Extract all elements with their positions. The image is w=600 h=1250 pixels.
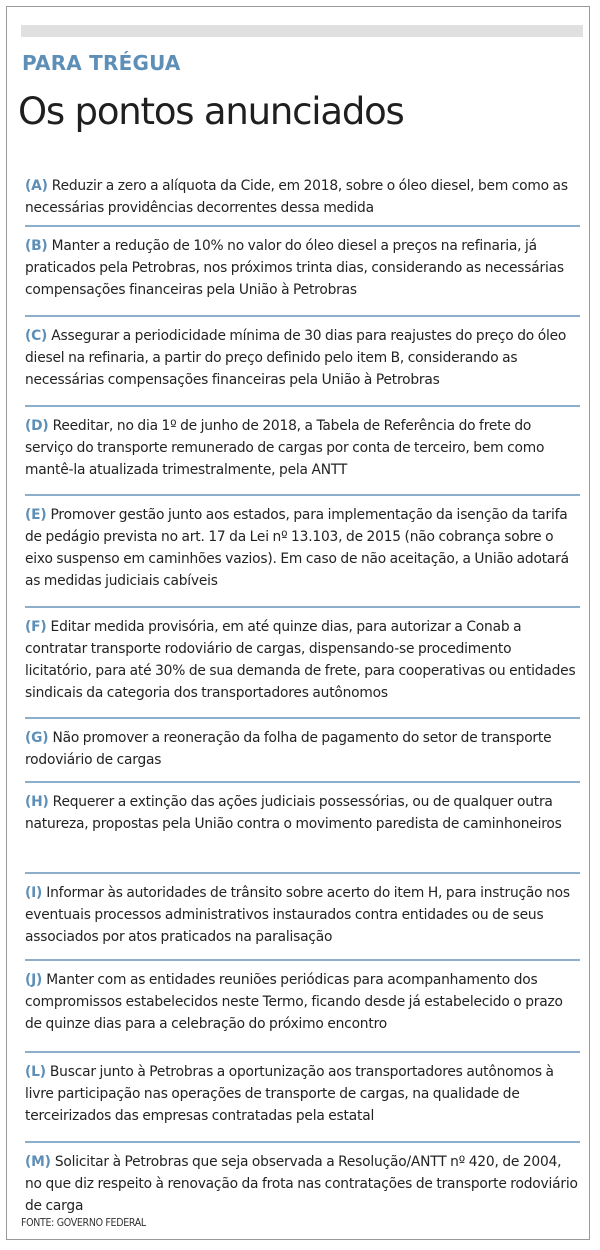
item-letter: (B) — [25, 238, 52, 254]
list-item — [25, 961, 580, 1053]
list-item — [25, 407, 580, 496]
list-item — [25, 719, 580, 783]
list-item — [25, 227, 580, 317]
top-bar — [21, 25, 583, 37]
kicker: PARA TRÉGUA — [22, 51, 181, 75]
points-list — [25, 167, 580, 1227]
item-text: Manter com as entidades reuniões periódicas para acompanhamento dos compromissos estabelecidos neste Termo, ficando desde já estabelecido o prazo de quinze dias para a celebração do próximo encontro — [25, 972, 563, 1032]
item-text: Assegurar a periodicidade mínima de 30 dias para reajustes do preço do óleo diesel na refinaria, a partir do preço definido pelo item B, considerando as necessárias compensações financeiras pela União à Petrobras — [25, 328, 567, 388]
item-letter: (M) — [25, 1154, 55, 1170]
item-text: Promover gestão junto aos estados, para implementação da isenção da tarifa de pedágio prevista no art. 17 da Lei nº 13.103, de 2015 (não cobrança sobre o eixo suspenso em caminhões vazios). Em caso de não aceitação, a União adotará as medidas judiciais cabíveis — [25, 507, 569, 589]
item-letter: (H) — [25, 794, 53, 810]
list-item — [25, 496, 580, 608]
item-letter: (G) — [25, 730, 53, 746]
item-text: Não promover a reoneração da folha de pagamento do setor de transporte rodoviário de cargas — [25, 730, 552, 768]
item-letter: (E) — [25, 507, 51, 523]
page-title: Os pontos anunciados — [18, 90, 404, 133]
item-text: Buscar junto à Petrobras a oportunização aos transportadores autônomos à livre participação nas operações de transporte de cargas, na qualidade de terceirizados das empresas contratadas pela estatal — [25, 1064, 554, 1124]
item-letter: (A) — [25, 178, 52, 194]
item-text: Reduzir a zero a alíquota da Cide, em 2018, sobre o óleo diesel, bem como as necessárias providências decorrentes dessa medida — [25, 178, 568, 216]
list-item — [25, 1143, 580, 1227]
item-letter: (F) — [25, 619, 51, 635]
list-item — [25, 874, 580, 961]
item-text: Editar medida provisória, em até quinze dias, para autorizar a Conab a contratar transporte rodoviário de cargas, dispensando-se procedimento licitatório, para até 30% de sua demanda de frete, para cooperativas ou entidades sindicais da categoria dos transportadores autônomos — [25, 619, 576, 701]
item-letter: (I) — [25, 885, 47, 901]
item-letter: (L) — [25, 1064, 50, 1080]
source-credit: FONTE: GOVERNO FEDERAL — [21, 1217, 146, 1229]
item-text: Reeditar, no dia 1º de junho de 2018, a Tabela de Referência do frete do serviço do transporte remunerado de cargas por conta de terceiro, bem como mantê-la atualizada trimestralmente, pela ANTT — [25, 418, 545, 478]
list-item — [25, 608, 580, 719]
list-item — [25, 783, 580, 874]
list-item — [25, 1053, 580, 1143]
list-item — [25, 167, 580, 227]
item-text: Solicitar à Petrobras que seja observada a Resolução/ANTT nº 420, de 2004, no que diz respeito à renovação da frota nas contratações de transporte rodoviário de carga — [25, 1154, 578, 1214]
item-text: Requerer a extinção das ações judiciais possessórias, ou de qualquer outra natureza, propostas pela União contra o movimento paredista de caminhoneiros — [25, 794, 562, 832]
item-text: Informar às autoridades de trânsito sobre acerto do item H, para instrução nos eventuais processos administrativos instaurados contra entidades ou de seus associados por atos praticados na paralisação — [25, 885, 570, 945]
item-letter: (D) — [25, 418, 53, 434]
list-item — [25, 317, 580, 407]
item-letter: (J) — [25, 972, 47, 988]
item-text: Manter a redução de 10% no valor do óleo diesel a preços na refinaria, já praticados pela Petrobras, nos próximos trinta dias, considerando as necessárias compensações financeiras pela União à Petrobras — [25, 238, 564, 298]
item-letter: (C) — [25, 328, 52, 344]
